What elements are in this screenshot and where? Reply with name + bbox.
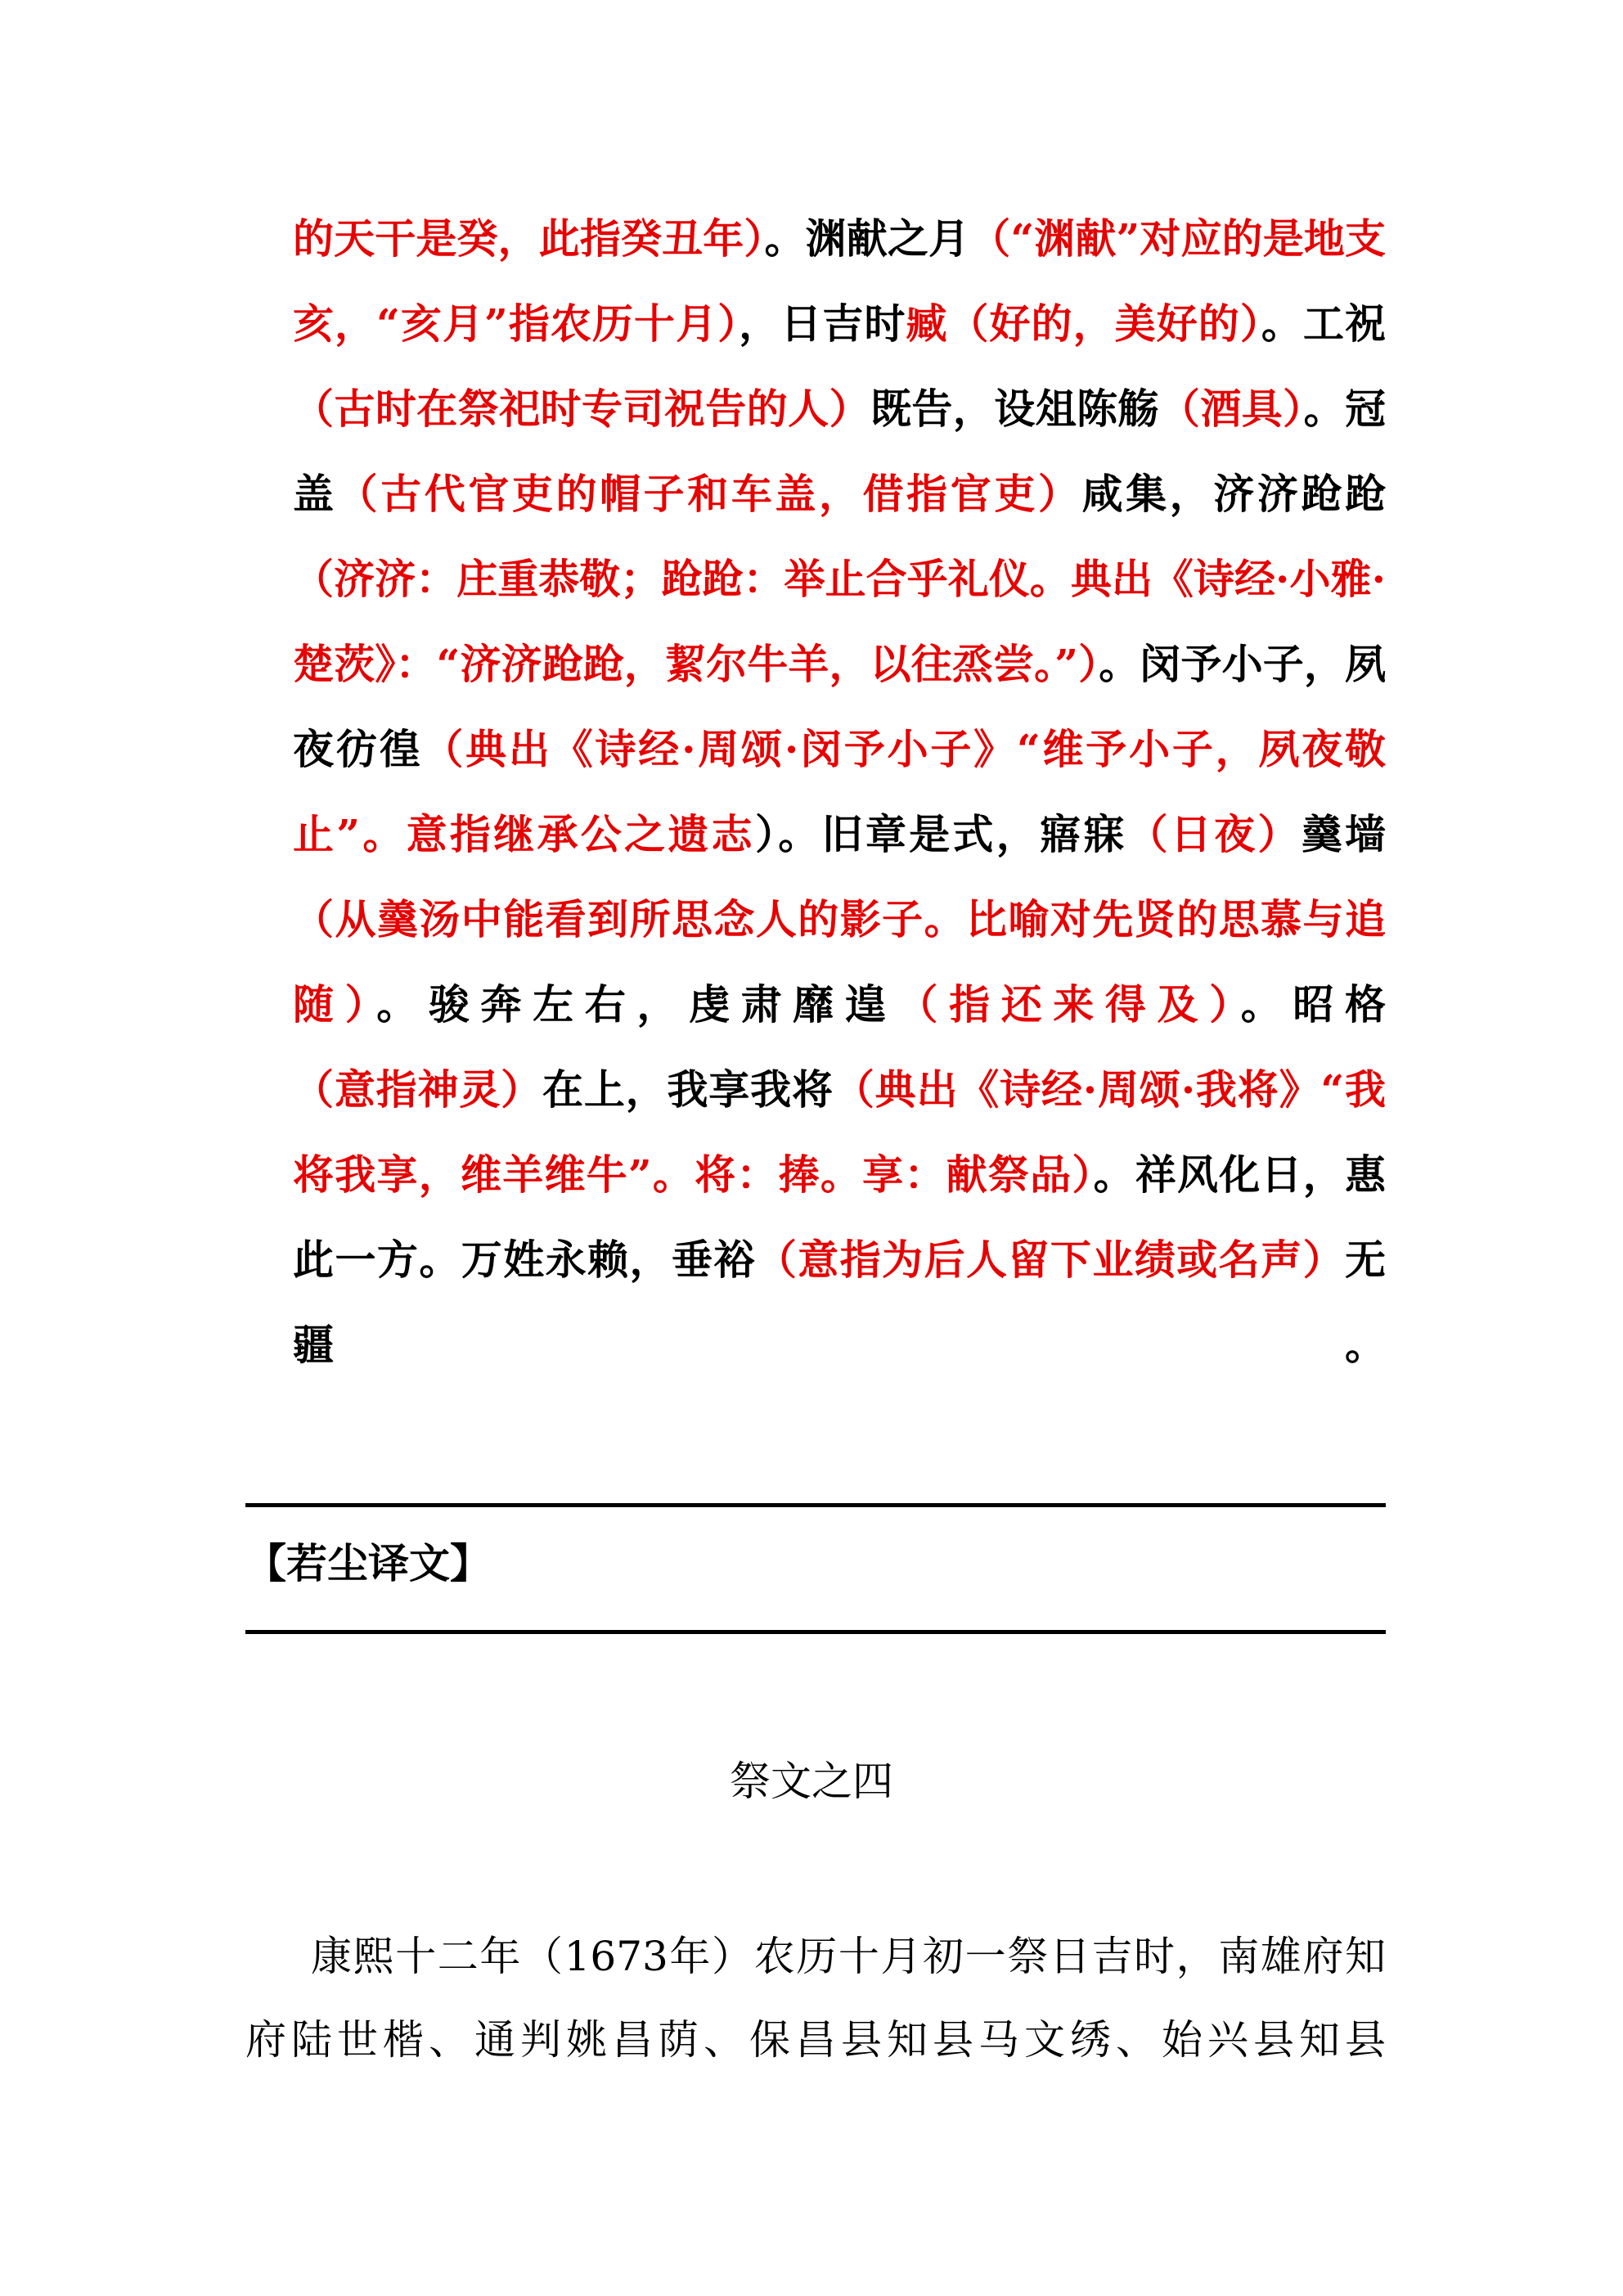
original-text: ，日吉时	[739, 299, 906, 348]
original-text: 在上，我享我将	[542, 1065, 834, 1114]
annotation-text: （日夜）	[1126, 810, 1302, 858]
annotation-text: （意指为后人留下业绩或名声）	[755, 1236, 1346, 1284]
annotation-text: （典出《诗经·周颂·闵予小子》“维予小子，夙夜敬止”。意指继承公之遗志	[293, 725, 1386, 858]
original-text: 。骏奔左右，虔肃靡遑	[376, 980, 897, 1029]
annotation-text: （古代官吏的帽子和车盖，借指官吏）	[336, 470, 1082, 518]
annotation-text: （酒具）	[1158, 385, 1304, 433]
annotated-passage	[293, 196, 1386, 1388]
essay-title: 祭文之四	[730, 1758, 893, 1805]
original-text: 。渊献之月	[764, 214, 970, 263]
annotation-text: （从羹汤中能看到所思念人的影子。比喻对先贤的思慕与追随）	[293, 895, 1386, 1029]
original-text: 咸集，济济跄跄	[1081, 470, 1387, 518]
original-text: 。祥风化日，惠此一方。万姓永赖，垂裕	[293, 1150, 1387, 1284]
divider-top	[245, 1503, 1386, 1507]
divider-bottom	[245, 1630, 1386, 1634]
original-text: 既告，设俎陈觞	[870, 385, 1159, 433]
original-text: 。工祝	[1261, 299, 1386, 348]
annotation-text: 的天干是癸，此指癸丑年）	[293, 214, 765, 263]
section-heading: 【若尘译文】	[245, 1539, 491, 1587]
original-text: 。闵予小子，夙夜彷徨	[293, 640, 1386, 773]
original-text: 羹墙	[1301, 810, 1387, 858]
annotation-text: （“渊献”对应的是地支亥，“亥月”指农历十月）	[293, 214, 1387, 348]
original-text: 无疆。	[293, 1236, 1387, 1369]
translation-paragraph: 康熙十二年（1673年）农历十月初一祭日吉时，南雄府知府陆世楷、通判姚昌荫、保昌县知县马文绣、始兴县知县	[245, 1933, 1386, 2064]
original-text: 。冠盖	[293, 385, 1387, 518]
annotation-text: （济济：庄重恭敬；跄跄：举止合乎礼仪。典出《诗经·小雅·楚茨》：“济济跄跄，絜尔牛羊，以往烝尝。”）	[293, 555, 1386, 688]
annotation-text: 臧（好的，美好的）	[906, 299, 1261, 348]
annotation-text: （古时在祭祀时专司祝告的人）	[293, 385, 870, 433]
original-text: 。昭格	[1240, 980, 1387, 1029]
annotation-text: （典出《诗经·周颂·我将》“我将我享，维羊维牛”。将：捧。享：献祭品）	[293, 1065, 1387, 1199]
annotation-text: （指还来得及）	[897, 980, 1241, 1029]
original-text: ）。旧章是式，寤寐	[754, 810, 1127, 858]
annotation-text: （意指神灵）	[293, 1065, 542, 1114]
